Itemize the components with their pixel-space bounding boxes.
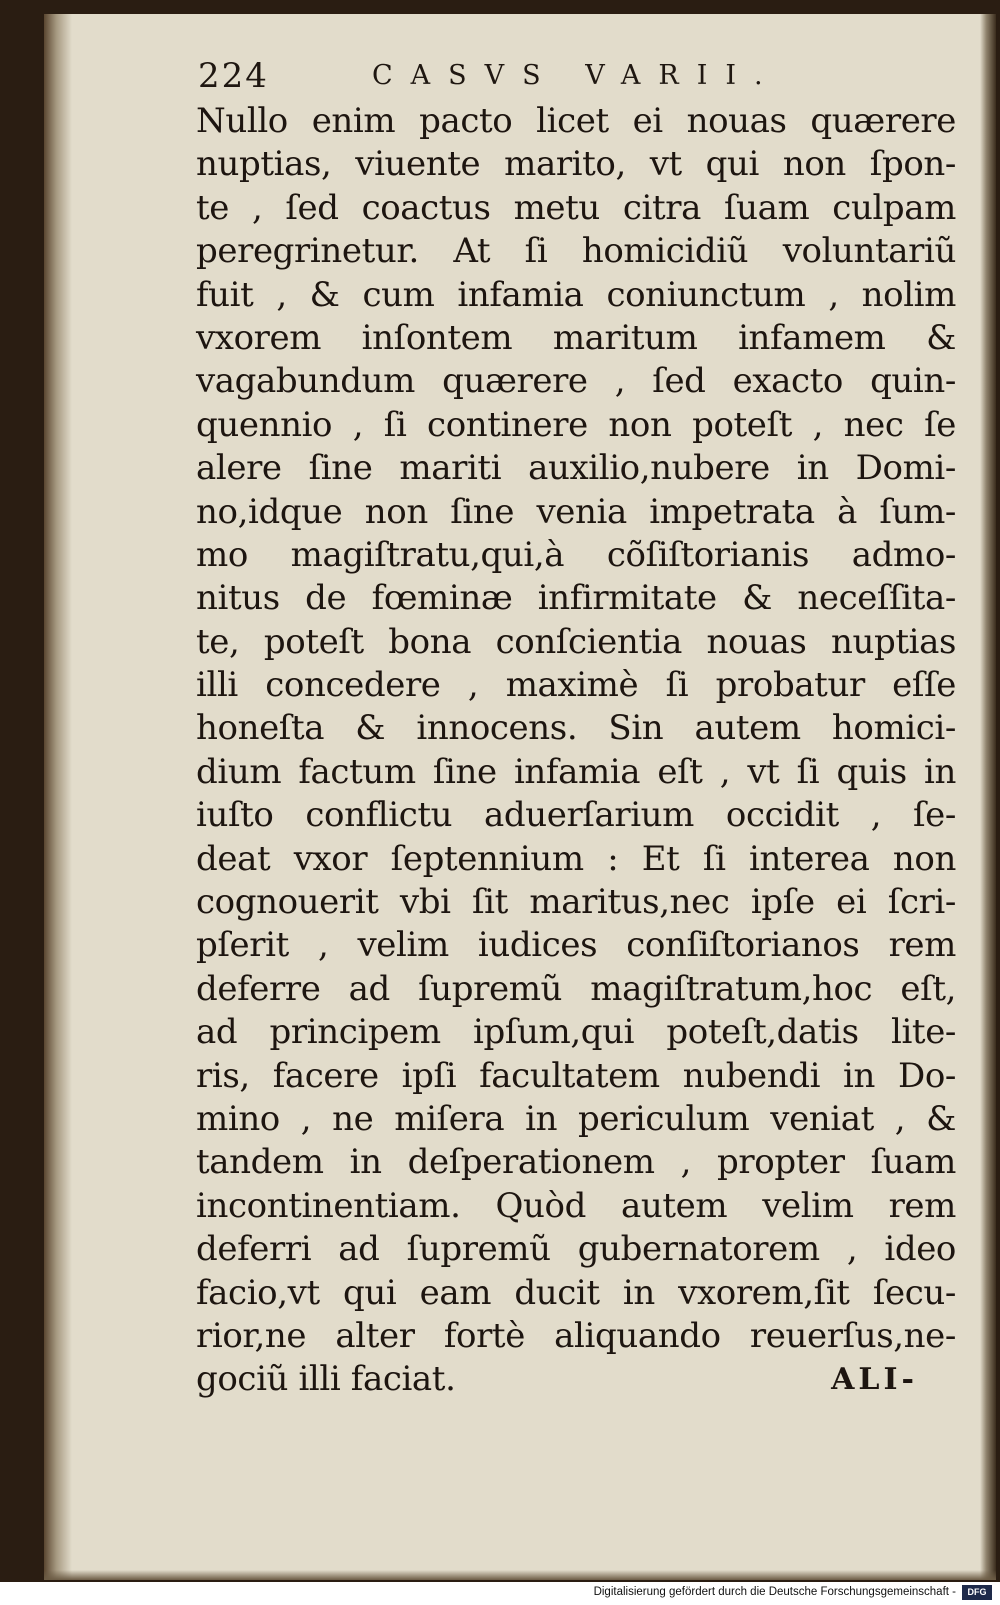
- text-line: cognouerit vbi ſit maritus,nec ipſe ei ſcri-: [196, 882, 956, 923]
- text-line: deferri ad ſupremũ gubernatorem , ideo: [196, 1229, 956, 1270]
- text-line: ad principem ipſum,qui poteſt,datis lite-: [196, 1012, 956, 1053]
- body-text: [196, 100, 956, 1402]
- text-line: incontinentiam. Quòd autem velim rem: [196, 1185, 956, 1226]
- page-edge: [980, 14, 996, 1580]
- text-line: te , ſed coactus metu citra ſuam culpam: [196, 187, 956, 228]
- text-line: tandem in deſperationem , propter ſuam: [196, 1142, 956, 1183]
- footer-credit: Digitalisierung gefördert durch die Deutsche Forschungsgemeinschaft -: [593, 1586, 956, 1598]
- page-header: [198, 56, 918, 98]
- text-line: mino , ne miſera in periculum veniat , &: [196, 1098, 956, 1139]
- running-title: CASVS VARII.: [372, 60, 781, 91]
- catchword: ALI-: [831, 1362, 918, 1398]
- text-line: te, poteſt bona conſcientia nouas nuptias: [196, 621, 956, 662]
- text-line: illi concedere , maximè ſi probatur eſſe: [196, 665, 956, 706]
- gutter-shadow: [44, 14, 72, 1580]
- text-line: nitus de fœminæ infirmitate & neceſſita-: [196, 578, 956, 619]
- text-line: honeſta & innocens. Sin autem homici-: [196, 708, 956, 749]
- page-bottom-edge: [44, 1570, 996, 1580]
- text-line: dium factum ſine infamia eſt , vt ſi quis in: [196, 751, 956, 792]
- text-line: deat vxor ſeptennium : Et ſi interea non: [196, 838, 956, 879]
- text-line: mo magiſtratu,qui,à cõſiſtorianis admo-: [196, 534, 956, 575]
- text-line: nuptias, viuente marito, vt qui non ſpon-: [196, 144, 956, 185]
- text-line: Nullo enim pacto licet ei nouas quærere: [196, 101, 956, 141]
- text-line: rior,ne alter fortè aliquando reuerſus,ne-: [196, 1315, 956, 1356]
- text-line: iuſto conflictu aduerſarium occidit , ſe-: [196, 795, 956, 836]
- text-line: facio,vt qui eam ducit in vxorem,ſit ſecu-: [196, 1272, 956, 1313]
- text-line: vagabundum quærere , ſed exacto quin-: [196, 361, 956, 402]
- text-line: fuit , & cum infamia coniunctum , nolim: [196, 274, 956, 315]
- page-number: 224: [198, 56, 269, 96]
- text-line: no,idque non ſine venia impetrata à ſum-: [196, 491, 956, 532]
- text-line: ris, facere ipſi facultatem nubendi in Do-: [196, 1055, 956, 1096]
- text-line: peregrinetur. At ſi homicidiũ voluntariũ: [196, 231, 956, 272]
- text-line: vxorem inſontem maritum infamem &: [196, 317, 956, 358]
- text-line: deferre ad ſupremũ magiſtratum,hoc eſt,: [196, 968, 956, 1009]
- digitization-footer: [0, 1582, 1000, 1605]
- text-line: quennio , ſi continere non poteſt , nec ſe: [196, 404, 956, 445]
- text-line: gociũ illi faciat. ALI-: [196, 1358, 956, 1401]
- text-line: alere ſine mariti auxilio,nubere in Domi-: [196, 448, 956, 489]
- text-line: pſerit , velim iudices conſiſtorianos rem: [196, 925, 956, 966]
- dfg-logo: DFG: [962, 1585, 992, 1600]
